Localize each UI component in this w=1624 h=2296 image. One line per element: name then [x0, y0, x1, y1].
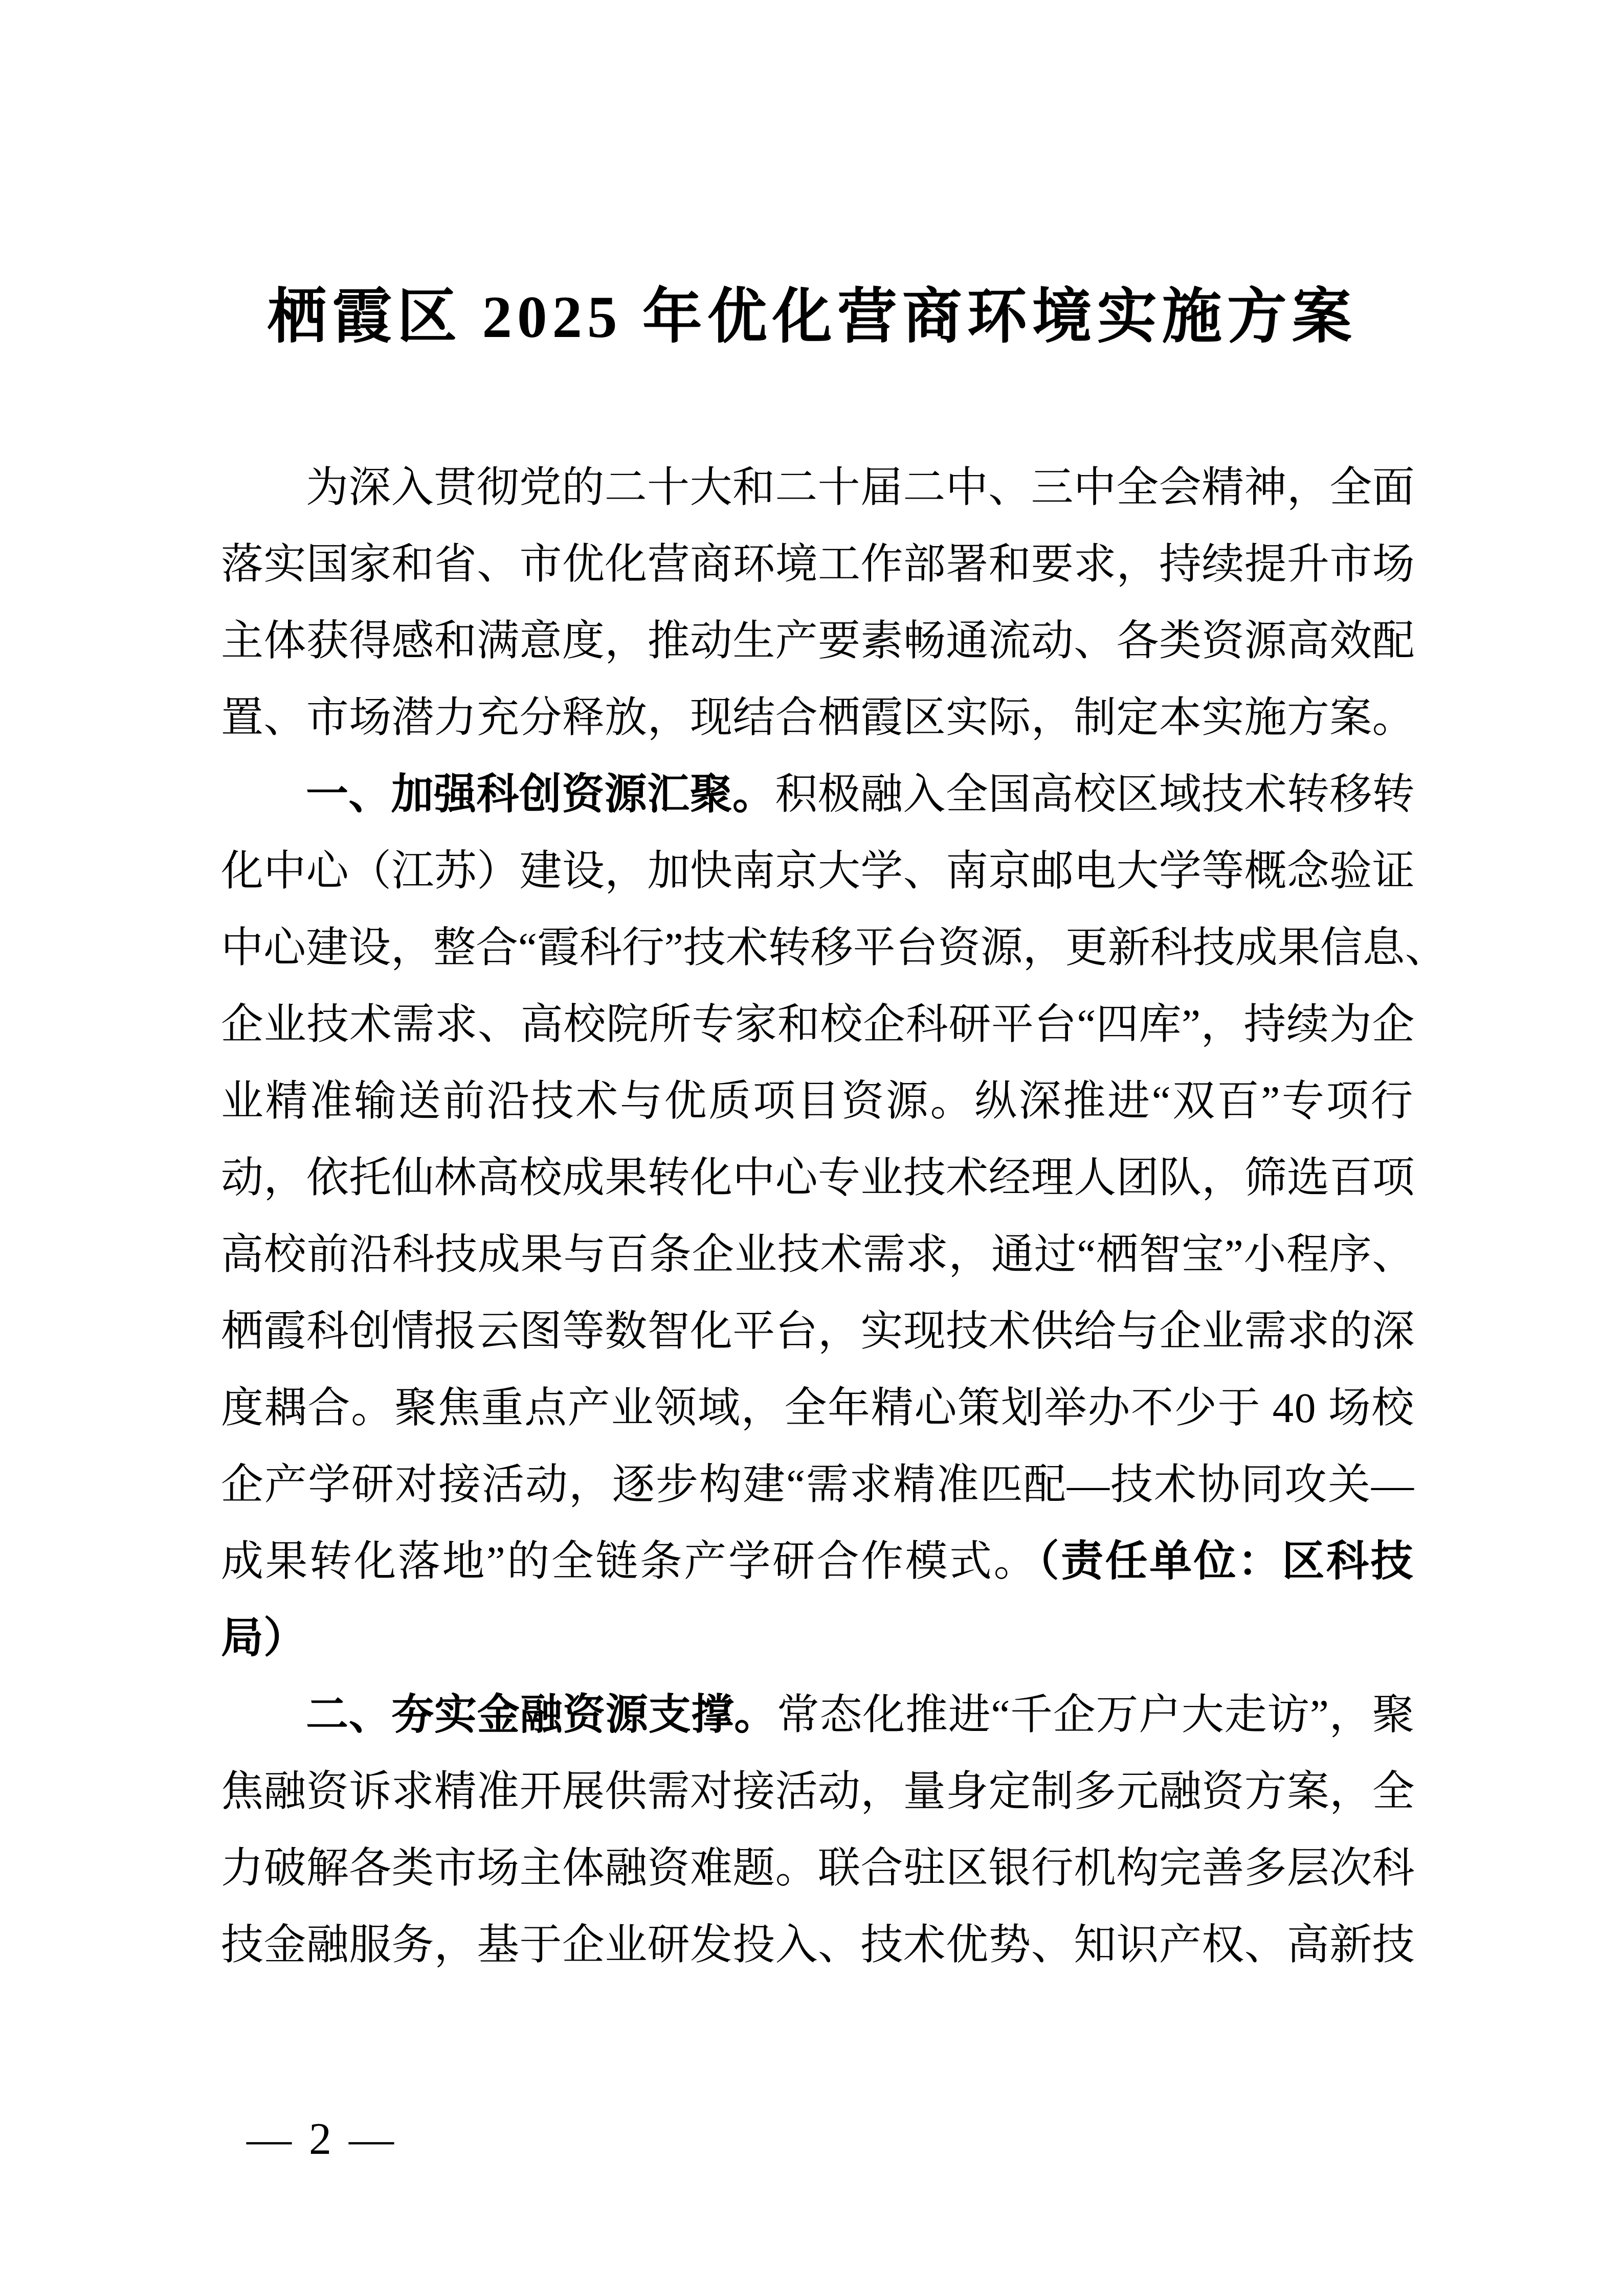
text-line [221, 679, 1415, 756]
text-line [221, 449, 1415, 526]
text-line [221, 526, 1415, 602]
text-line [221, 1906, 1415, 1983]
bold-text-run: 局） [221, 1614, 306, 1661]
text-line [221, 1369, 1415, 1446]
text-run: 高校前沿科技成果与百条企业技术需求，通过“栖智宝”小程序、 [221, 1231, 1415, 1278]
text-run: 常态化推进“千企万户大走访”，聚 [776, 1691, 1415, 1738]
text-line [221, 602, 1415, 679]
text-run: 力破解各类市场主体融资难题。联合驻区银行机构完善多层次科 [221, 1844, 1415, 1892]
text-line [221, 1676, 1415, 1753]
text-run: 技金融服务，基于企业研发投入、技术优势、知识产权、高新技 [221, 1921, 1415, 1968]
text-line [221, 1753, 1415, 1830]
bold-text-run: 一、加强科创资源汇聚。 [306, 770, 775, 818]
document-title: 栖霞区 2025 年优化营商环境实施方案 [267, 284, 1357, 350]
paragraph-section-2-jinrong-zhicheng [221, 1676, 1415, 1983]
text-run: 企业技术需求、高校院所专家和校企科研平台“四库”，持续为企 [221, 1001, 1415, 1048]
document-body [221, 449, 1448, 1983]
paragraph-indent [221, 501, 306, 502]
text-line [221, 909, 1448, 986]
text-run: 企产学研对接活动，逐步构建“需求精准匹配—技术协同攻关— [221, 1461, 1415, 1508]
text-run: 中心建设，整合“霞科行”技术转移平台资源，更新科技成果信息、 [221, 924, 1448, 971]
text-line [221, 1216, 1415, 1293]
text-line [221, 1293, 1415, 1369]
text-line [221, 1139, 1415, 1216]
paragraph-section-1-keqiang-kechuang [221, 756, 1448, 1676]
page-number: — 2 — [247, 2114, 397, 2164]
text-run: 业精准输送前沿技术与优质项目资源。纵深推进“双百”专项行 [221, 1077, 1415, 1124]
text-run: 度耦合。聚焦重点产业领域，全年精心策划举办不少于 40 场校 [221, 1384, 1415, 1431]
text-run: 积极融入全国高校区域技术转移转 [775, 771, 1415, 818]
text-line [221, 1600, 1415, 1676]
text-line [221, 756, 1415, 832]
bold-text-run: （责任单位：区科技 [1038, 1537, 1415, 1585]
text-run: 成果转化落地”的全链条产学研合作模式。 [221, 1538, 1038, 1585]
text-run: 焦融资诉求精准开展供需对接活动，量身定制多元融资方案，全 [221, 1768, 1415, 1815]
text-line [221, 1446, 1415, 1523]
text-run: 落实国家和省、市优化营商环境工作部署和要求，持续提升市场 [221, 541, 1415, 588]
text-run: 置、市场潜力充分释放，现结合栖霞区实际，制定本实施方案。 [221, 694, 1415, 741]
text-run: 化中心（江苏）建设，加快南京大学、南京邮电大学等概念验证 [221, 847, 1415, 894]
text-line [221, 1063, 1415, 1139]
text-line [221, 986, 1415, 1063]
text-run: 动，依托仙林高校成果转化中心专业技术经理人团队，筛选百项 [221, 1154, 1415, 1201]
text-run: 栖霞科创情报云图等数智化平台，实现技术供给与企业需求的深 [221, 1308, 1415, 1355]
text-line [221, 832, 1415, 909]
text-run: 为深入贯彻党的二十大和二十届二中、三中全会精神，全面 [306, 464, 1415, 511]
text-line [221, 1523, 1415, 1600]
bold-text-run: 二、夯实金融资源支撑。 [306, 1691, 777, 1738]
text-run: 主体获得感和满意度，推动生产要素畅通流动、各类资源高效配 [221, 617, 1415, 664]
paragraph-intro [221, 449, 1415, 756]
text-line [221, 1830, 1415, 1906]
paragraph-indent [221, 1728, 306, 1729]
